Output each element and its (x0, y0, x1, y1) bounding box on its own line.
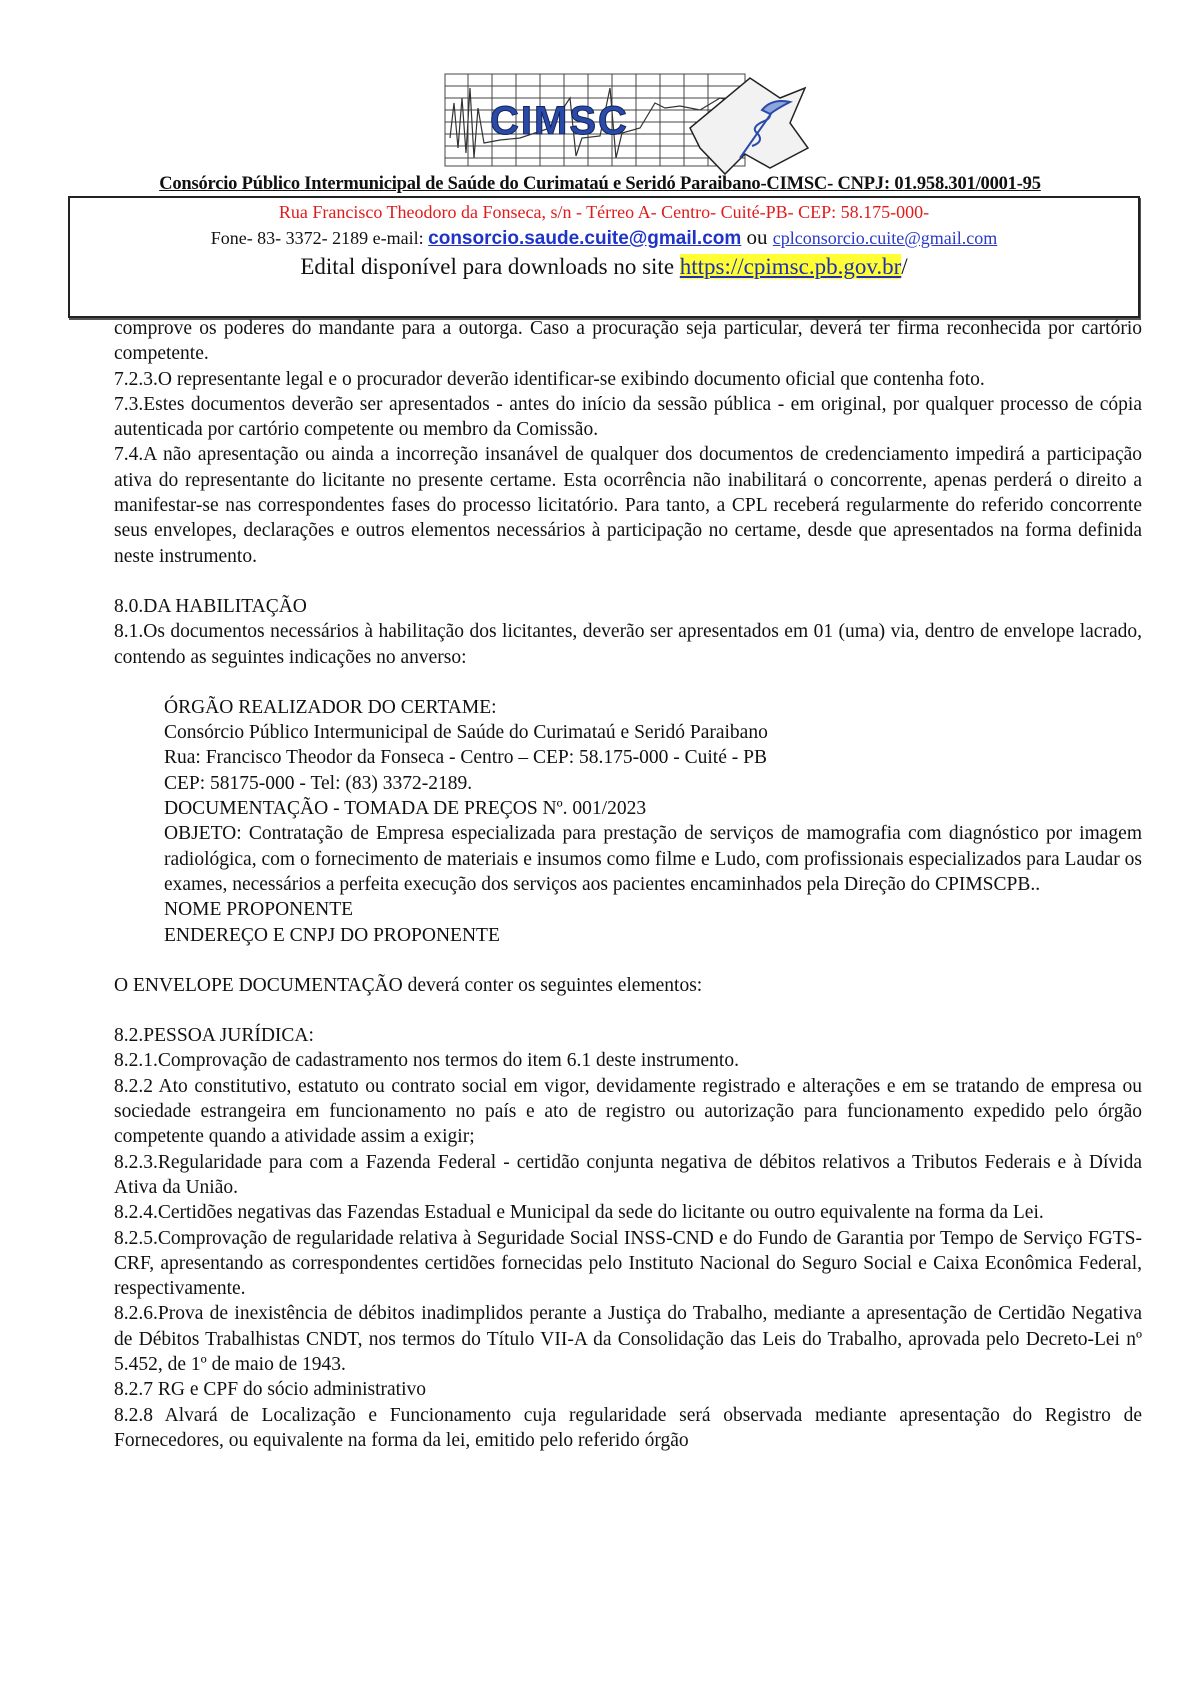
org-title: Consórcio Público Intermunicipal de Saúde do Curimataú e Seridó Paraibano-CIMSC- CNPJ: 01.958.301/0001-95 (159, 174, 1041, 194)
spacer (114, 569, 1142, 594)
envelope-line: Consórcio Público Intermunicipal de Saúde do Curimataú e Seridó Paraibano (164, 722, 768, 744)
email-secondary-link[interactable]: cplconsorcio.cuite@gmail.com (772, 228, 998, 248)
edital-line (70, 252, 1138, 282)
phone-text: Fone- 83- 3372- 2189 e-mail: (210, 228, 429, 248)
paragraph-8-1: 8.1.Os documentos necessários à habilitação dos licitantes, deverão ser apresentados em 01 (uma) via, dentro de envelope lacrado, contendo as seguintes indicações no anverso: (114, 621, 1142, 668)
spacer (114, 670, 1142, 695)
envelope-line: NOME PROPONENTE (164, 899, 354, 921)
spacer (114, 948, 1142, 973)
paragraph-8-2-7: 8.2.7 RG e CPF do sócio administrativo (114, 1379, 426, 1401)
envelope-line: ÓRGÃO REALIZADOR DO CERTAME: (164, 696, 497, 718)
edital-text: Edital disponível para downloads no site (300, 254, 680, 279)
site-suffix: / (901, 254, 908, 279)
paragraph-7-2-3: 7.2.3.O representante legal e o procurador deverão identificar-se exibindo documento oficial que contenha foto. (114, 368, 985, 390)
envelope-object: OBJETO: Contratação de Empresa especializada para prestação de serviços de mamografia com diagnóstico por imagem radiológica, com o fornecimento de materiais e insumos como filme e Ludo, com profissionais especializados para Laudar os exames, necessários a perfeita execução dos serviços aos pacientes encaminhados pela Direção do CPIMSCPB.. (164, 823, 1142, 895)
envelope-line: CEP: 58175-000 - Tel: (83) 3372-2189. (164, 772, 473, 794)
envelope-line: ENDEREÇO E CNPJ DO PROPONENTE (164, 924, 500, 946)
cimsc-logo (440, 68, 810, 176)
paragraph-8-2-1: 8.2.1.Comprovação de cadastramento nos termos do item 6.1 deste instrumento. (114, 1050, 739, 1072)
email-separator: ou (741, 225, 773, 249)
envelope-label-block (114, 695, 1142, 948)
paragraph-8-2-2: 8.2.2 Ato constitutivo, estatuto ou contrato social em vigor, devidamente registrado e alterações e em se tratando de empresa ou sociedade estrangeira em funcionamento no país e ato de registro ou autorização para funcionamento expedido pelo órgão competente quando a atividade assim a exigir; (114, 1075, 1142, 1148)
paragraph-8-2-8: 8.2.8 Alvará de Localização e Funcionamento cuja regularidade será observada mediante apresentação do Registro de Fornecedores, ou equivalente na forma da lei, emitido pelo referido órgão (114, 1404, 1142, 1451)
logo-text: CIMSC (490, 99, 629, 143)
paragraph-7-3: 7.3.Estes documentos deverão ser apresentados - antes do início da sessão pública - em original, por qualquer processo de cópia autenticada por cartório competente ou membro da Comissão. (114, 393, 1142, 441)
section-heading-8: 8.0.DA HABILITAÇÃO (114, 595, 307, 617)
address-line: Rua Francisco Theodoro da Fonseca, s/n - Térreo A- Centro- Cuité-PB- CEP: 58.175-000- (278, 202, 930, 222)
spacer (114, 998, 1142, 1023)
paragraph-8-2-4: 8.2.4.Certidões negativas das Fazendas Estadual e Municipal da sede do licitante ou outro equivalente na forma da Lei. (114, 1202, 1044, 1224)
paragraph-7-4: 7.4.A não apresentação ou ainda a incorreção insanável de qualquer dos documentos de credenciamento impedirá a participação ativa do representante do licitante no presente certame. Esta ocorrência não inabilitará o concorrente, apenas perderá o direito a manifestar-se nas correspondentes fases do processo licitatório. Para tanto, a CPL receberá regularmente do referido concorrente seus envelopes, declarações e outros elementos necessários à participação no certame, desde que apresentados na forma definida neste instrumento. (114, 444, 1142, 567)
paragraph-8-2-3: 8.2.3.Regularidade para com a Fazenda Federal - certidão conjunta negativa de débitos relativos a Tributos Federais e à Dívida Ativa da União. (114, 1151, 1142, 1198)
site-link[interactable]: https://cpimsc.pb.gov.br (679, 254, 902, 279)
envelope-line: DOCUMENTAÇÃO - TOMADA DE PREÇOS Nº. 001/2023 (164, 798, 647, 820)
section-heading-8-2: 8.2.PESSOA JURÍDICA: (114, 1025, 314, 1047)
envelope-line: Rua: Francisco Theodor da Fonseca - Centro – CEP: 58.175-000 - Cuité - PB (164, 747, 767, 769)
email-primary-link[interactable]: consorcio.saude.cuite@gmail.com (428, 228, 742, 249)
paragraph-8-2-5: 8.2.5.Comprovação de regularidade relativa à Seguridade Social INSS-CND e do Fundo de Garantia por Tempo de Serviço FGTS-CRF, apresentando as correspondentes certidões fornecidas pelo Instituto Nacional do Seguro Social e Caixa Econômica Federal, respectivamente. (114, 1227, 1142, 1300)
header-contact-box (68, 196, 1140, 318)
paragraph-7-2-2-cont: comprove os poderes do mandante para a outorga. Caso a procuração seja particular, deverá ter firma reconhecida por cartório competente. (114, 318, 1142, 365)
logo-graphic (440, 68, 810, 176)
paragraph-8-2-6: 8.2.6.Prova de inexistência de débitos inadimplidos perante a Justiça do Trabalho, mediante a apresentação de Certidão Negativa de Débitos Trabalhistas CNDT, nos termos do Título VII-A da Consolidação das Leis do Trabalho, aprovada pelo Decreto-Lei nº 5.452, de 1º de maio de 1943. (114, 1303, 1142, 1375)
contact-line (70, 224, 1138, 252)
document-body (114, 316, 1142, 1453)
envelope-intro: O ENVELOPE DOCUMENTAÇÃO deverá conter os seguintes elementos: (114, 974, 703, 996)
